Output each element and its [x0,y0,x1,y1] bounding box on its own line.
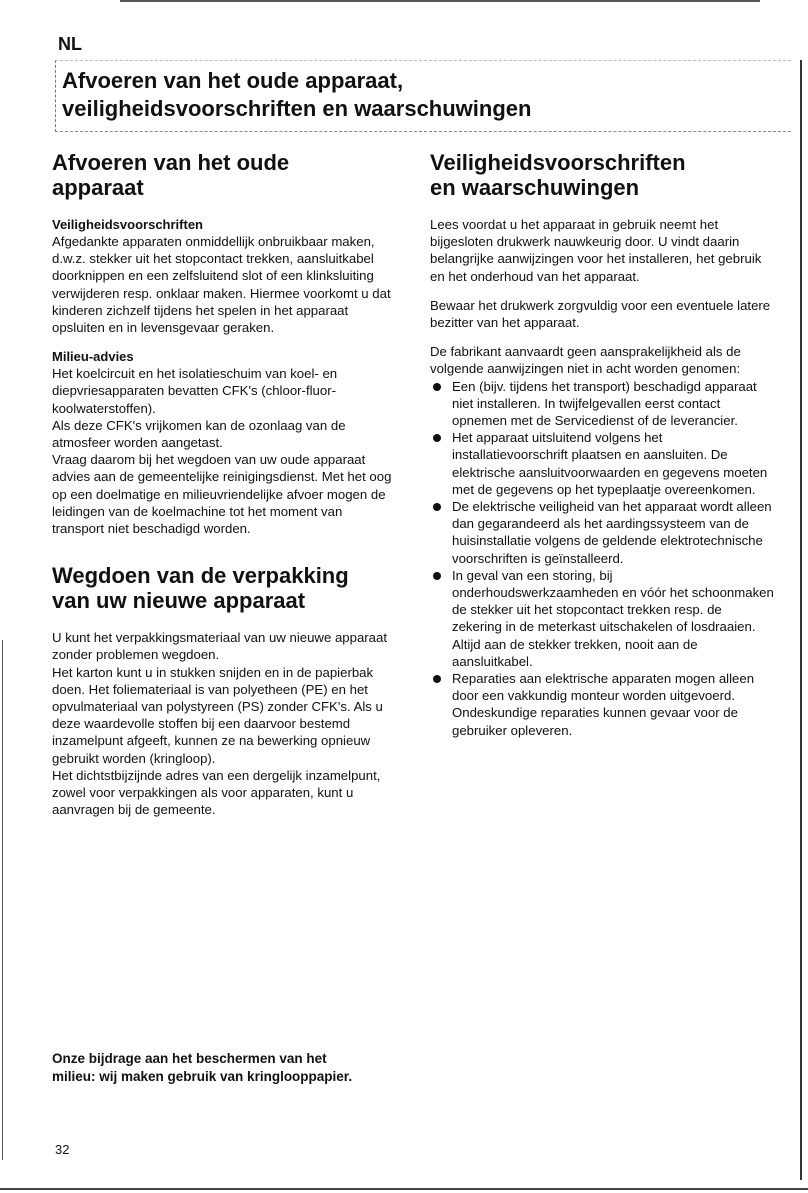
environment-text-1: Het koelcircuit en het isolatieschuim van koel- en diepvriesapparaten bevatten CFK's (chloor-fluor-koolwaterstoffen). [52,366,338,416]
warnings-list-item: Reparaties aan elektrische apparaten mogen alleen door een vakkundig monteur worden uitgevoerd. Ondeskundige reparaties kunnen gevaar voor de gebruiker opleveren. [430,670,775,739]
page-number: 32 [55,1142,70,1157]
banner [55,60,791,132]
warnings-list-item: De elektrische veiligheid van het apparaat wordt alleen dan gegarandeerd als het aardingssysteem van de huisinstallatie volgens de geldende elektrotechnische voorschriften is geïnstalleerd. [430,498,775,567]
top-rule [120,0,760,2]
packaging-heading-line1: Wegdoen van de verpakking [52,563,349,589]
bottom-rule [0,1188,808,1190]
packaging-text-3: Het dichtstbijzijnde adres van een dergelijk inzamelpunt, zowel voor verpakkingen als voor apparaten, kunt u aanvragen bij de gemeente. [52,767,381,818]
banner-title-line1: Afvoeren van het oude apparaat, [62,68,404,93]
disposal-heading-line1: Afvoeren van het oude [52,150,290,175]
spacer [52,336,397,348]
left-column [52,150,397,818]
warnings-heading-line1: Veiligheidsvoorschriften [430,150,686,175]
warnings-list-item: Een (bijv. tijdens het transport) beschadigd apparaat niet installeren. In twijfelgevallen eerst contact opnemen met de Servicedienst of de leverancier. [430,378,775,430]
environment-text-2: Als deze CFK's vrijkomen kan de ozonlaag van de atmosfeer worden aangetast. [52,417,346,451]
banner-title-line2: veiligheidsvoorschriften en waarschuwingen [62,96,532,121]
packaging-text-1: U kunt het verpakkingsmateriaal van uw nieuwe apparaat zonder problemen wegdoen. [52,630,388,663]
environment-text-3: Vraag daarom bij het wegdoen van uw oude apparaat advies aan de gemeentelijke reinigingsdienst. Met het oog op een doelmatige en milieuvriendelijke afvoer mogen de leidingen van de koelmachine tot het moment van transport niet beschadigd worden. [52,452,392,537]
language-label: NL [58,34,82,54]
warnings-intro-3: De fabrikant aanvaardt geen aansprakelijkheid als de volgende aanwijzingen niet in acht worden genomen: [430,344,741,377]
spacer [52,537,397,563]
safety-subtitle: Veiligheidsvoorschriften [52,217,203,232]
left-edge-line [2,640,3,1160]
packaging-text-2: Het karton kunt u in stukken snijden en in de papierbak doen. Het foliemateriaal is van polyetheen (PE) en het opvulmateriaal van polystyreen (PS) zonder CFK's. Als u deze waardevolle stoffen bij een daarvoor bestemd inzamelpunt afgeeft, kunnen ze na bewerking opnieuw gebruikt worden (kringloop). [52,664,383,766]
spacer [430,331,775,343]
spacer [430,285,775,297]
right-edge-line [800,60,802,1180]
warnings-intro-2: Bewaar het drukwerk zorgvuldig voor een eventuele latere bezitter van het apparaat. [430,297,771,331]
right-column [430,150,775,739]
packaging-heading-line2: van uw nieuwe apparaat [52,588,306,614]
disposal-heading-line2: apparaat [52,175,144,200]
warnings-intro-1: Lees voordat u het apparaat in gebruik neemt het bijgesloten drukwerk nauwkeurig door. U vindt daarin belangrijke aanwijzingen voor het installeren, het gebruik en het onderhoud van het apparaat. [430,217,762,284]
banner-title [62,67,531,123]
environment-subtitle: Milieu-advies [52,349,134,365]
safety-text: Afgedankte apparaten onmiddellijk onbruikbaar maken, d.w.z. stekker uit het stopcontact trekken, aansluitkabel doorknippen en een zelfsluitend slot of een klinksluiting verwijderen resp. onklaar maken. Hiermee voorkomt u dat kinderen zichzelf tijdens het spelen in het apparaat opsluiten en in levensgevaar geraken. [52,234,391,336]
recycled-paper-note: Onze bijdrage aan het beschermen van het milieu: wij maken gebruik van kringlooppapier. [52,1051,353,1084]
warnings-list-item: Het apparaat uitsluitend volgens het installatievoorschrift plaatsen en aansluiten. De elektrische aansluitvoorwaarden en gegevens moeten met de gegevens op het typeplaatje overeenkomen. [430,429,775,498]
disposal-heading [52,150,397,200]
packaging-heading [52,563,397,613]
warnings-list [430,378,775,739]
warnings-list-item: In geval van een storing, bij onderhoudswerkzaamheden en vóór het schoonmaken de stekker uit het stopcontact trekken resp. de zekering in de meterkast uitschakelen of losdraaien. Altijd aan de stekker trekken, nooit aan de aansluitkabel. [430,567,775,670]
warnings-heading-line2: en waarschuwingen [430,175,640,200]
warnings-heading [430,150,775,200]
